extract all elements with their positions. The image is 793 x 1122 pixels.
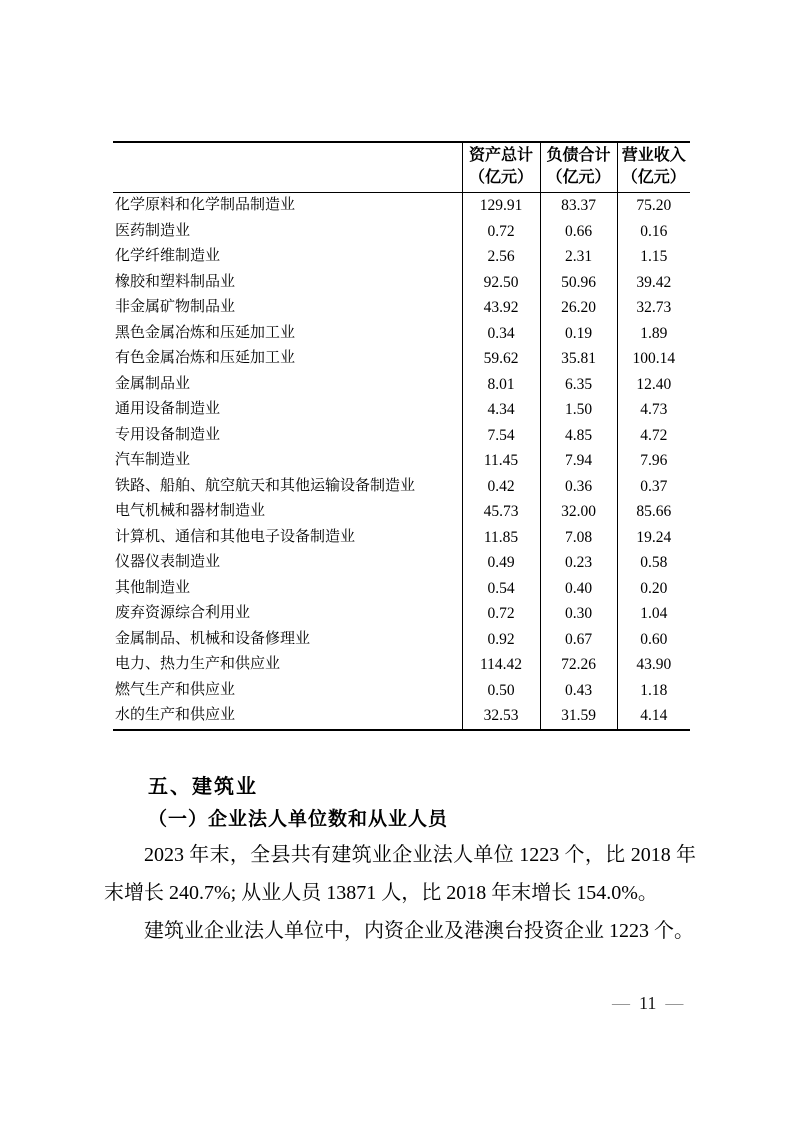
column-header-title: 负债合计 [546, 147, 611, 164]
industry-name-cell: 金属制品、机械和设备修理业 [115, 630, 311, 647]
table-row [113, 601, 690, 627]
value-cell: 0.34 [462, 321, 540, 347]
industry-name-cell: 废弃资源综合利用业 [115, 605, 251, 621]
value-cell: 0.16 [617, 219, 690, 245]
value-cell: 7.54 [462, 423, 540, 449]
section-heading: 五、建筑业 [148, 776, 258, 798]
page-number [612, 992, 683, 1014]
value-cell: 50.96 [540, 270, 617, 296]
industry-name-cell: 有色金属冶炼和压延加工业 [115, 350, 296, 366]
value-cell: 31.59 [540, 703, 617, 730]
industry-name-cell: 黑色金属冶炼和压延加工业 [115, 324, 296, 341]
value-cell: 0.66 [540, 219, 617, 245]
industry-name-cell: 计算机、通信和其他电子设备制造业 [115, 528, 356, 545]
table-row [113, 525, 690, 551]
value-cell: 26.20 [540, 295, 617, 321]
value-cell: 59.62 [462, 346, 540, 372]
value-cell: 129.91 [462, 193, 540, 219]
industry-name-cell: 水的生产和供应业 [115, 707, 236, 723]
value-cell: 19.24 [617, 525, 690, 551]
table-row [113, 397, 690, 423]
industry-name-cell: 燃气生产和供应业 [115, 681, 236, 698]
value-cell: 72.26 [540, 652, 617, 678]
value-cell: 75.20 [617, 193, 690, 219]
page-number-dash-left: — [612, 993, 630, 1013]
value-cell: 6.35 [540, 372, 617, 398]
column-header-title: 资产总计 [468, 147, 533, 164]
value-cell: 8.01 [462, 372, 540, 398]
body-paragraph: 建筑业企业法人单位中，内资企业及港澳台投资企业 1223 个。 [144, 920, 694, 942]
table-row [113, 295, 690, 321]
value-cell: 32.73 [617, 295, 690, 321]
industry-name-cell: 医药制造业 [115, 222, 191, 239]
page-number-value: 11 [639, 993, 657, 1013]
table-row [113, 652, 690, 678]
table-row [113, 576, 690, 602]
value-cell: 114.42 [462, 652, 540, 678]
industry-name-cell: 专用设备制造业 [115, 426, 221, 443]
table-row [113, 346, 690, 372]
value-cell: 12.40 [617, 372, 690, 398]
table-corner-cell [113, 142, 462, 193]
value-cell: 0.49 [462, 550, 540, 576]
value-cell: 35.81 [540, 346, 617, 372]
column-header-unit: （亿元） [468, 169, 533, 186]
value-cell: 2.56 [462, 244, 540, 270]
value-cell: 11.85 [462, 525, 540, 551]
value-cell: 0.67 [540, 627, 617, 653]
value-cell: 0.37 [617, 474, 690, 500]
value-cell: 1.15 [617, 244, 690, 270]
value-cell: 0.92 [462, 627, 540, 653]
value-cell: 0.40 [540, 576, 617, 602]
table-row [113, 321, 690, 347]
industry-name-cell: 金属制品业 [115, 375, 191, 392]
table-row [113, 499, 690, 525]
value-cell: 1.04 [617, 601, 690, 627]
column-header-liabilities [540, 142, 617, 193]
industry-name-cell: 铁路、船舶、航空航天和其他运输设备制造业 [115, 477, 416, 494]
industry-name-cell: 电力、热力生产和供应业 [115, 656, 281, 672]
value-cell: 4.73 [617, 397, 690, 423]
table-row [113, 372, 690, 398]
table-row [113, 219, 690, 245]
value-cell: 92.50 [462, 270, 540, 296]
column-header-assets [462, 142, 540, 193]
value-cell: 100.14 [617, 346, 690, 372]
table-row [113, 627, 690, 653]
value-cell: 43.90 [617, 652, 690, 678]
value-cell: 0.58 [617, 550, 690, 576]
industry-name-cell: 仪器仪表制造业 [115, 554, 221, 570]
industry-name-cell: 橡胶和塑料制品业 [115, 273, 236, 290]
value-cell: 0.72 [462, 601, 540, 627]
value-cell: 45.73 [462, 499, 540, 525]
table-row [113, 474, 690, 500]
value-cell: 32.53 [462, 703, 540, 730]
value-cell: 0.23 [540, 550, 617, 576]
table-header-row [113, 142, 690, 193]
industry-name-cell: 化学纤维制造业 [115, 248, 221, 264]
industry-name-cell: 电气机械和器材制造业 [115, 503, 266, 519]
column-header-unit: （亿元） [621, 169, 686, 186]
value-cell: 32.00 [540, 499, 617, 525]
value-cell: 83.37 [540, 193, 617, 219]
table-row [113, 193, 690, 219]
value-cell: 0.19 [540, 321, 617, 347]
table-row [113, 703, 690, 730]
value-cell: 4.85 [540, 423, 617, 449]
table-row [113, 678, 690, 704]
value-cell: 85.66 [617, 499, 690, 525]
table-row [113, 423, 690, 449]
industry-name-cell: 其他制造业 [115, 579, 191, 596]
industry-name-cell: 化学原料和化学制品制造业 [115, 197, 296, 213]
body-text-block [104, 836, 696, 950]
value-cell: 7.94 [540, 448, 617, 474]
value-cell: 43.92 [462, 295, 540, 321]
column-header-revenue [617, 142, 690, 193]
value-cell: 0.72 [462, 219, 540, 245]
value-cell: 2.31 [540, 244, 617, 270]
subsection-heading: （一）企业法人单位数和从业人员 [148, 809, 449, 830]
value-cell: 1.50 [540, 397, 617, 423]
value-cell: 0.30 [540, 601, 617, 627]
value-cell: 0.54 [462, 576, 540, 602]
value-cell: 4.34 [462, 397, 540, 423]
column-header-title: 营业收入 [621, 147, 686, 164]
value-cell: 0.20 [617, 576, 690, 602]
column-header-unit: （亿元） [546, 169, 611, 186]
table-row [113, 448, 690, 474]
industry-name-cell: 通用设备制造业 [115, 401, 221, 417]
value-cell: 0.42 [462, 474, 540, 500]
value-cell: 7.08 [540, 525, 617, 551]
value-cell: 1.89 [617, 321, 690, 347]
value-cell: 7.96 [617, 448, 690, 474]
table-row [113, 550, 690, 576]
value-cell: 0.50 [462, 678, 540, 704]
value-cell: 4.72 [617, 423, 690, 449]
value-cell: 1.18 [617, 678, 690, 704]
industry-name-cell: 汽车制造业 [115, 452, 191, 468]
value-cell: 39.42 [617, 270, 690, 296]
table-row [113, 244, 690, 270]
page-number-dash-right: — [665, 993, 684, 1013]
body-paragraph: 2023 年末，全县共有建筑业企业法人单位 1223 个，比 2018 年末增长 240.7%; 从业人员 13871 人，比 2018 年末增长 154.0%。 [104, 844, 696, 904]
industry-financial-table [113, 141, 690, 731]
value-cell: 4.14 [617, 703, 690, 730]
value-cell: 0.43 [540, 678, 617, 704]
value-cell: 0.60 [617, 627, 690, 653]
value-cell: 0.36 [540, 474, 617, 500]
table-row [113, 270, 690, 296]
value-cell: 11.45 [462, 448, 540, 474]
industry-name-cell: 非金属矿物制品业 [115, 299, 236, 315]
